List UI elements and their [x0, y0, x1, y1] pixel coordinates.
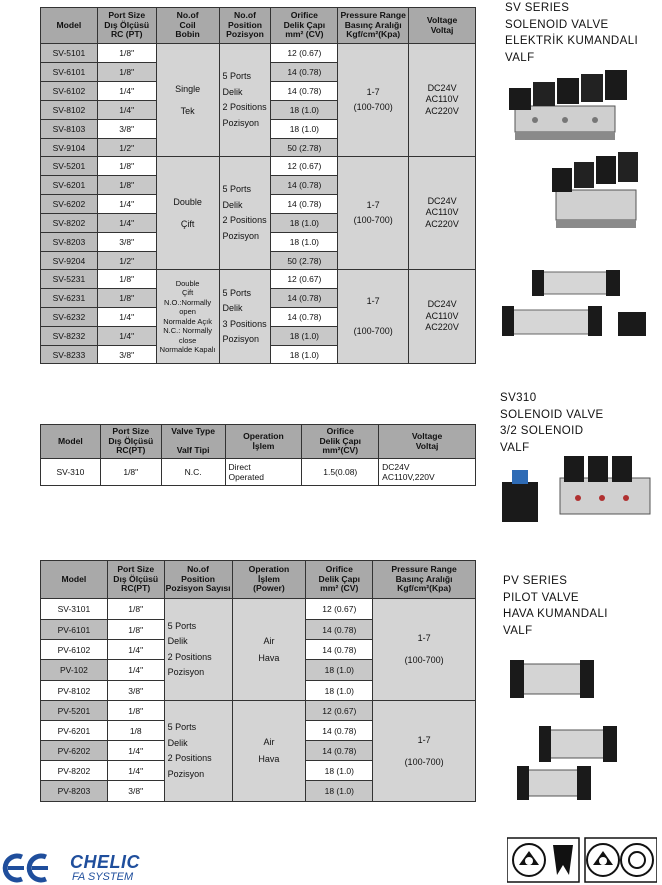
- cell-model: SV-6232: [41, 308, 98, 327]
- col-orifice: Orifice Delik Çapı mm² (CV): [271, 8, 338, 44]
- cell-port-size: 1/4": [97, 101, 156, 120]
- cell-orifice: 18 (1.0): [271, 327, 338, 346]
- chelic-logo-mark-icon: [0, 853, 66, 883]
- col-pressure: Pressure Range Basınç Aralığı Kgf/cm²(Kpa): [373, 561, 476, 599]
- sv310-spec-table: [40, 424, 476, 486]
- col-port-size: Port Size Dış Ölçüsü RC (PT): [97, 8, 156, 44]
- cell-position: 5 Ports Delik 2 Positions Pozisyon: [164, 701, 232, 802]
- cell-orifice: 14 (0.78): [271, 289, 338, 308]
- cell-model: SV-6201: [41, 176, 98, 195]
- cell-orifice: 18 (1.0): [271, 346, 338, 364]
- cell-orifice: 18 (1.0): [306, 761, 373, 781]
- sv310-caption: [500, 390, 604, 456]
- cell-model: PV-6101: [41, 620, 108, 640]
- cell-port-size: 3/8": [97, 120, 156, 139]
- cell-port-size: 1/4": [107, 640, 164, 660]
- cell-orifice: 14 (0.78): [271, 308, 338, 327]
- cell-orifice: 18 (1.0): [271, 214, 338, 233]
- caption-line: VALF: [505, 51, 535, 64]
- cell-valve-type: N.C.: [161, 459, 225, 486]
- cell-model: PV-8202: [41, 761, 108, 781]
- cell-model: PV-6102: [41, 640, 108, 660]
- sv-series-product-image-2: [548, 150, 648, 235]
- caption-line: VALF: [503, 624, 533, 637]
- cell-pressure: 1-7 (100-700): [338, 44, 409, 157]
- cell-port-size: 1/8": [97, 157, 156, 176]
- cell-orifice: 12 (0.67): [271, 270, 338, 289]
- cell-port-size: 1/8: [107, 721, 164, 741]
- cell-model: SV-8203: [41, 233, 98, 252]
- cell-orifice: 18 (1.0): [271, 233, 338, 252]
- cell-orifice: 50 (2.78): [271, 139, 338, 157]
- cell-orifice: 14 (0.78): [306, 620, 373, 640]
- cell-port-size: 1/4": [97, 82, 156, 101]
- cell-port-size: 1/8": [107, 599, 164, 620]
- cell-model: SV-9204: [41, 252, 98, 270]
- cell-voltage: DC24V AC110V AC220V: [409, 157, 476, 270]
- cell-pressure: 1-7 (100-700): [373, 599, 476, 701]
- cell-port-size: 1/8": [97, 176, 156, 195]
- col-coil: No.of Coil Bobin: [156, 8, 219, 44]
- caption-line: ELEKTRİK KUMANDALI: [505, 35, 639, 47]
- cell-orifice: 14 (0.78): [271, 176, 338, 195]
- col-position: No.of Position Pozisyon Sayısı: [164, 561, 232, 599]
- cell-orifice: 14 (0.78): [306, 741, 373, 761]
- pv-series-product-image-1: [508, 650, 598, 710]
- caption-line: PV SERIES: [503, 575, 568, 587]
- col-voltage: Voltage Voltaj: [409, 8, 476, 44]
- cell-port-size: 1/4": [107, 660, 164, 681]
- cell-voltage: DC24V AC110V,220V: [379, 459, 476, 486]
- table-row: [41, 44, 476, 63]
- cell-port-size: 1/8": [107, 620, 164, 640]
- cell-port-size: 1/4": [97, 195, 156, 214]
- table-row: [41, 157, 476, 176]
- cell-port-size: 1/4": [97, 327, 156, 346]
- cell-position: 5 Ports Delik 3 Positions Pozisyon: [219, 270, 271, 364]
- sv-series-product-image-1: [505, 68, 635, 148]
- cell-port-size: 1/4": [97, 308, 156, 327]
- caption-line: 3/2 SOLENOID: [500, 425, 584, 437]
- cell-voltage: DC24V AC110V AC220V: [409, 44, 476, 157]
- cell-port-size: 3/8": [107, 781, 164, 802]
- col-port-size: Port Size Dış Ölçüsü RC(PT): [107, 561, 164, 599]
- cell-coil: Double Çift: [156, 157, 219, 270]
- cell-port-size: 1/4": [107, 741, 164, 761]
- cell-port-size: 1/8": [107, 701, 164, 721]
- cell-model: PV-6202: [41, 741, 108, 761]
- cell-model: PV-5201: [41, 701, 108, 721]
- cell-orifice: 18 (1.0): [271, 101, 338, 120]
- pv-series-caption: [503, 573, 608, 639]
- col-model: Model: [41, 425, 101, 459]
- cell-operation: Air Hava: [232, 701, 306, 802]
- col-model: Model: [41, 8, 98, 44]
- cell-model: PV-8203: [41, 781, 108, 802]
- cell-model: SV-8232: [41, 327, 98, 346]
- cell-model: SV-3101: [41, 599, 108, 620]
- cell-model: PV-8102: [41, 681, 108, 701]
- cell-orifice: 12 (0.67): [306, 701, 373, 721]
- cell-port-size: 1/8": [100, 459, 161, 486]
- caption-line: SV SERIES: [505, 2, 570, 14]
- col-position: No.of Position Pozisyon: [219, 8, 271, 44]
- cell-model: SV-9104: [41, 139, 98, 157]
- cell-port-size: 1/8": [97, 289, 156, 308]
- cell-model: SV-6202: [41, 195, 98, 214]
- cell-position: 5 Ports Delik 2 Positions Pozisyon: [219, 157, 271, 270]
- cell-voltage: DC24V AC110V AC220V: [409, 270, 476, 364]
- sv310-product-image: [498, 450, 658, 530]
- cell-model: SV-6102: [41, 82, 98, 101]
- cell-port-size: 1/4": [107, 761, 164, 781]
- caption-line: SOLENOID VALVE: [505, 18, 609, 31]
- cell-port-size: 1/2": [97, 139, 156, 157]
- caption-line: VALF: [500, 441, 530, 454]
- col-valve-type: Valve Type Valf Tipi: [161, 425, 225, 459]
- cell-model: SV-6231: [41, 289, 98, 308]
- col-orifice: Orifice Delik Çapı mm² (CV): [306, 561, 373, 599]
- cell-orifice: 14 (0.78): [306, 640, 373, 660]
- cell-model: SV-5101: [41, 44, 98, 63]
- cell-pressure: 1-7 (100-700): [338, 270, 409, 364]
- cell-model: PV-6201: [41, 721, 108, 741]
- table-row: [41, 599, 476, 620]
- table-row: [41, 270, 476, 289]
- cell-model: PV-102: [41, 660, 108, 681]
- col-model: Model: [41, 561, 108, 599]
- col-operation: Operation İşlem (Power): [232, 561, 306, 599]
- cell-port-size: 1/2": [97, 252, 156, 270]
- cell-orifice: 1.5(0.08): [302, 459, 379, 486]
- cell-operation: Direct Operated: [225, 459, 302, 486]
- cell-model: SV-8233: [41, 346, 98, 364]
- cell-orifice: 18 (1.0): [271, 120, 338, 139]
- cell-port-size: 3/8": [97, 346, 156, 364]
- sv-series-caption: [505, 0, 638, 66]
- caption-line: HAVA KUMANDALI: [503, 608, 608, 620]
- cell-orifice: 12 (0.67): [271, 157, 338, 176]
- brand-subtitle: FA SYSTEM: [72, 871, 134, 883]
- cell-operation: Air Hava: [232, 599, 306, 701]
- cell-orifice: 18 (1.0): [306, 781, 373, 802]
- cell-orifice: 14 (0.78): [271, 195, 338, 214]
- cell-port-size: 1/4": [97, 214, 156, 233]
- cell-port-size: 3/8": [107, 681, 164, 701]
- cell-position: 5 Ports Delik 2 Positions Pozisyon: [219, 44, 271, 157]
- cell-model: SV-8102: [41, 101, 98, 120]
- cell-orifice: 14 (0.78): [271, 82, 338, 101]
- caption-line: SV310: [500, 392, 537, 404]
- cell-model: SV-8202: [41, 214, 98, 233]
- chelic-logo: [0, 852, 160, 884]
- cell-position: 5 Ports Delik 2 Positions Pozisyon: [164, 599, 232, 701]
- cell-coil: Single Tek: [156, 44, 219, 157]
- col-voltage: Voltage Voltaj: [379, 425, 476, 459]
- sv-series-product-image-3: [500, 262, 650, 347]
- cell-pressure: 1-7 (100-700): [338, 157, 409, 270]
- cell-orifice: 18 (1.0): [306, 660, 373, 681]
- cell-model: SV-5201: [41, 157, 98, 176]
- cell-coil: Double Çift N.O.:Normally open Normalde Açık N.C.: Normally close Normalde Kapalı: [156, 270, 219, 364]
- table-row: [41, 701, 476, 721]
- col-port-size: Port Size Dış Ölçüsü RC(PT): [100, 425, 161, 459]
- cell-orifice: 12 (0.67): [271, 44, 338, 63]
- cell-orifice: 14 (0.78): [271, 63, 338, 82]
- caption-line: PILOT VALVE: [503, 591, 579, 604]
- col-pressure: Pressure Range Basınç Aralığı Kgf/cm²(Kpa): [338, 8, 409, 44]
- sv-series-spec-table: [40, 7, 476, 364]
- cell-port-size: 1/8": [97, 63, 156, 82]
- cell-model: SV-310: [41, 459, 101, 486]
- caption-line: SOLENOID VALVE: [500, 408, 604, 421]
- cell-orifice: 18 (1.0): [306, 681, 373, 701]
- cell-model: SV-8103: [41, 120, 98, 139]
- pv-series-product-image-3: [515, 760, 595, 810]
- cell-pressure: 1-7 (100-700): [373, 701, 476, 802]
- col-operation: Operation İşlem: [225, 425, 302, 459]
- cell-model: SV-5231: [41, 270, 98, 289]
- certification-logos: [507, 837, 657, 883]
- cell-orifice: 50 (2.78): [271, 252, 338, 270]
- cell-port-size: 3/8": [97, 233, 156, 252]
- cell-port-size: 1/8": [97, 44, 156, 63]
- cell-model: SV-6101: [41, 63, 98, 82]
- pv-series-spec-table: [40, 560, 476, 802]
- brand-name: CHELIC: [70, 852, 140, 872]
- col-orifice: Orifice Delik Çapı mm²(CV): [302, 425, 379, 459]
- cell-orifice: 12 (0.67): [306, 599, 373, 620]
- cell-orifice: 14 (0.78): [306, 721, 373, 741]
- cell-port-size: 1/8": [97, 270, 156, 289]
